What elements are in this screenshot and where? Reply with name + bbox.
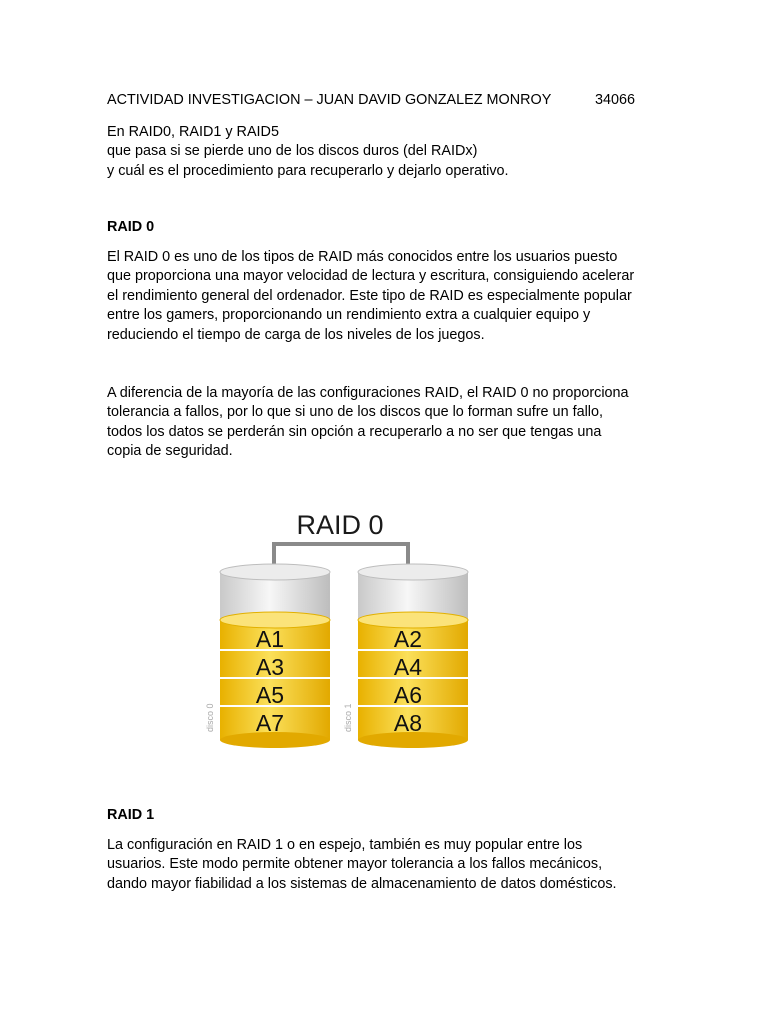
disk-0-label: disco 0 (205, 703, 215, 732)
disk-0 (205, 564, 330, 748)
raid0-paragraph-2 (107, 384, 629, 462)
diagram-title: RAID 0 (296, 510, 384, 540)
disk-1-block: A6 (393, 682, 423, 708)
disk-1 (343, 564, 468, 748)
paragraph-line: que proporciona una mayor velocidad de lectura y escritura, consiguiendo acelerar (107, 268, 635, 285)
raid1-paragraph-1 (107, 836, 617, 894)
disk-1-block: A8 (393, 710, 423, 736)
paragraph-line: El RAID 0 es uno de los tipos de RAID más conocidos entre los usuarios puesto (107, 249, 618, 265)
raid0-paragraph-1 (107, 248, 634, 345)
paragraph-line: usuarios. Este modo permite obtener mayor tolerancia a los fallos mecánicos, (107, 856, 603, 873)
disk-1-block: A4 (393, 654, 423, 680)
question-paragraph (107, 123, 509, 181)
raid1-heading: RAID 1 (107, 807, 155, 823)
paragraph-line: copia de seguridad. (107, 443, 233, 460)
disk-1-label: disco 1 (343, 703, 353, 732)
paragraph-line: todos los datos se perderán sin opción a recuperarlo a no ser que tengas una (107, 423, 602, 440)
question-line: que pasa si se pierde uno de los discos duros (del RAIDx) (107, 143, 478, 160)
paragraph-line: A diferencia de la mayoría de las configuraciones RAID, el RAID 0 no proporciona (107, 385, 629, 401)
paragraph-line: dando mayor fiabilidad a los sistemas de almacenamiento de datos domésticos. (107, 875, 617, 892)
disk-1-block: A2 (393, 626, 423, 652)
paragraph-line: reduciendo el tiempo de carga de los niveles de los juegos. (107, 326, 485, 343)
paragraph-line: entre los gamers, proporcionando un rendimiento extra a cualquier equipo y (107, 307, 591, 324)
disk-0-block: A5 (255, 682, 285, 708)
raid0-diagram (190, 500, 490, 770)
paragraph-line: tolerancia a fallos, por lo que si uno de los discos que lo forman sufre un fallo, (107, 404, 603, 421)
document-title: ACTIVIDAD INVESTIGACION – JUAN DAVID GONZALEZ MONROY (107, 92, 552, 108)
disk-0-block: A7 (255, 710, 285, 736)
paragraph-line: el rendimiento general del ordenador. Este tipo de RAID es especialmente popular (107, 287, 632, 304)
raid0-heading: RAID 0 (107, 219, 155, 235)
question-line: En RAID0, RAID1 y RAID5 (107, 124, 279, 140)
disk-0-block: A3 (255, 654, 285, 680)
question-line: y cuál es el procedimiento para recuperarlo y dejarlo operativo. (107, 162, 509, 179)
disk-0-block: A1 (255, 626, 285, 652)
student-code: 34066 (595, 92, 636, 108)
paragraph-line: La configuración en RAID 1 o en espejo, también es muy popular entre los (107, 837, 583, 853)
